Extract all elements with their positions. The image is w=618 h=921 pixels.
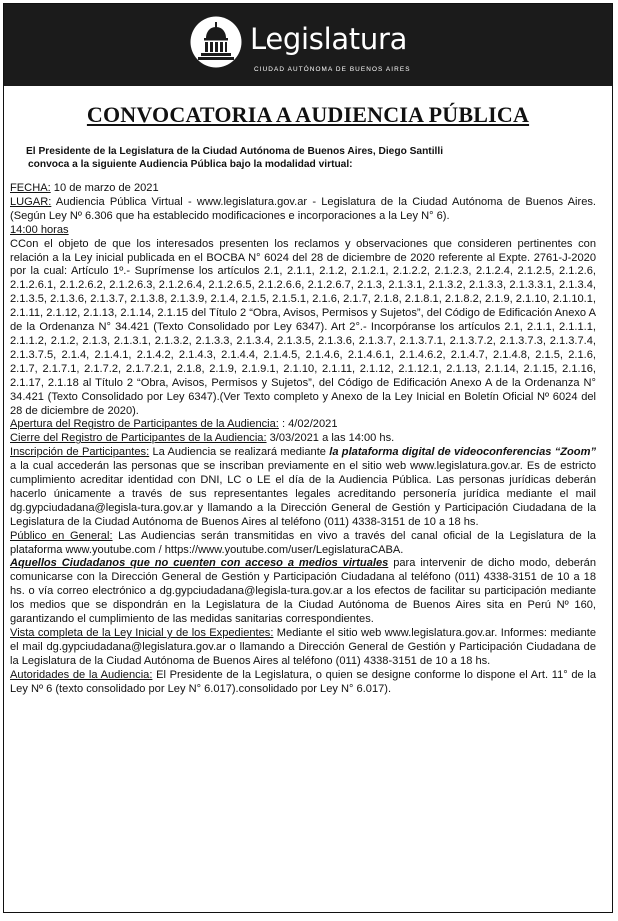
- inscripcion-text-2: a la cual accederán las personas que se inscriban previamente en el sitio web www.legislatura.gov.ar. Es de estricto cumplimiento acreditar identidad con DNI, LC o LE el día de la Audiencia Pública. Las personas jurídicas deberán hacerlo únicamente a través de sus representantes legales acreditando personería jurídica mediante el mail dg.gypciudadana@legisla-tura.gov.ar y llamando a la Dirección General de Gestión y Participación Ciudadana de la Legislatura de la Ciudad Autónoma de Buenos Aires al teléfono (011) 4338-3151 de 10 a 18 hs.: [10, 460, 596, 528]
- intro-text: [26, 145, 596, 171]
- logo-name: Legislatura: [250, 22, 408, 56]
- lugar-label: LUGAR:: [10, 195, 52, 208]
- inscripcion-label: Inscripción de Participantes:: [10, 446, 150, 459]
- apertura-value: : 4/02/2021: [278, 418, 338, 431]
- inscripcion-paragraph: [10, 446, 596, 529]
- page-title: CONVOCATORIA A AUDIENCIA PÚBLICA: [86, 102, 530, 127]
- cierre-label: Cierre del Registro de Participantes de la Audiencia:: [10, 432, 267, 445]
- objeto-paragraph: CCon el objeto de que los interesados presenten los reclamos y observaciones que consideren pertinentes con relación a la Ley inicial publicada en el BOCBA N° 6024 del 28 de diciembre de 2020 referente al Expte. 2761-J-2020 por la cual: Artículo 1º.- Suprímense los artículos 2.1, 2.1.1, 2.1.2, 2.1.2.1, 2.1.2.2, 2.1.2.3, 2.1.2.4, 2.1.2.5, 2.1.2.6, 2.1.2.6.1, 2.1.2.6.2, 2.1.2.6.3, 2.1.2.6.4, 2.1.2.6.5, 2.1.2.6.6, 2.1.2.6.7, 2.1.3, 2.1.3.1, 2.1.3.2, 2.1.3.3, 2.1.3.3.1, 2.1.3.4, 2.1.3.5, 2.1.3.6, 2.1.3.7, 2.1.3.8, 2.1.3.9, 2.1.4, 2.1.5, 2.1.5.1, 2.1.6, 2.1.7, 2.1.8, 2.1.8.1, 2.1.8.2, 2.1.9, 2.1.10, 2.1.10.1, 2.1.11, 2.1.12, 2.1.13, 2.1.14, 2.1.15 del Título 2 “Obra, Avisos, Permisos y Sujetos”, del Código de Edificación Anexo A de la Ordenanza N° 34.421 (Texto Consolidado por Ley 6347). Art 2°.- Incorpóranse los artículos 2.1, 2.1.1, 2.1.1.1, 2.1.1.2, 2.1.2, 2.1.3, 2.1.3.1, 2.1.3.2, 2.1.3.3, 2.1.3.4, 2.1.3.5, 2.1.3.6, 2.1.3.7, 2.1.3.7.1, 2.1.3.7.2, 2.1.3.7.3, 2.1.3.7.4, 2.1.3.7.5, 2.1.4, 2.1.4.1, 2.1.4.2, 2.1.4.3, 2.1.4.4, 2.1.4.5, 2.1.4.6, 2.1.4.6.1, 2.1.4.6.2, 2.1.4.7, 2.1.4.8, 2.1.5, 2.1.6, 2.1.7, 2.1.7.1, 2.1.7.2, 2.1.7.2.1, 2.1.8, 2.1.9, 2.1.9.1, 2.1.10, 2.1.11, 2.1.12, 2.1.12.1, 2.1.13, 2.1.14, 2.1.15, 2.1.16, 2.1.17, 2.1.18 al Título 2 “Obra, Avisos, Permisos y Sujetos”, del Código de Edificación Anexo A de la Ordenanza N° 34.421 (Texto Consolidado por Ley 6347).(Ver Texto completo y Anexo de la Ley Inicial en Boletín Oficial Nº 6024 del 28 de diciembre de 2020).: [10, 237, 596, 417]
- intro-line-1: El Presidente de la Legislatura de la Ciudad Autónoma de Buenos Aires, Diego Santilli: [26, 146, 444, 157]
- inscripcion-text-1: La Audiencia se realizará mediante: [149, 446, 330, 459]
- dome-icon: [190, 16, 242, 68]
- fecha-value: 10 de marzo de 2021: [50, 182, 159, 194]
- notice-body: [10, 182, 596, 697]
- apertura-paragraph: [10, 418, 596, 432]
- hora-paragraph: [10, 224, 596, 238]
- fecha-label: FECHA:: [10, 182, 51, 194]
- notice-page: [3, 3, 613, 913]
- vista-value: Mediante el sitio web www.legislatura.gov.ar. Informes: mediante el mail dg.gypciudadana@legislatura.gov.ar o llamando a Dirección General de Gestión y Participación Ciudadana de la Legislatura de la Ciudad Autónoma de Buenos Aires al teléfono (011) 4338-3151 de 10 a 18 hs.: [10, 627, 597, 667]
- hora-label: 14:00 horas: [10, 223, 69, 236]
- header-banner: [4, 4, 612, 86]
- sin-acceso-emphasis: Aquellos Ciudadanos que no cuenten con acceso a medios virtuales: [10, 557, 389, 570]
- lugar-value: Audiencia Pública Virtual - www.legislatura.gov.ar - Legislatura de la Ciudad Autónoma de Buenos Aires. (Según Ley Nº 6.306 que ha establecido modificaciones e incorporaciones a la Ley N° 6).: [10, 195, 596, 222]
- publico-paragraph: [10, 530, 596, 558]
- sin-acceso-value: para intervenir de dicho modo, deberán comunicarse con la Dirección General de Gestión y Participación Ciudadana al teléfono (011) 4338-3151 de 10 a 18 hs. o vía correo electrónico a dg.gypciudadana@legisla-tura.gov.ar a los efectos de facilitar su participación mediante los medios que se dispondrán en la Legislatura de la Ciudad Autónoma de Buenos Aires sita en Perú Nº 160, garantizando el cumplimiento de las medidas sanitarias correspondientes.: [10, 557, 596, 626]
- legislatura-logo: [190, 16, 430, 80]
- autoridades-paragraph: [10, 669, 596, 697]
- intro-line-2: convoca a la siguiente Audiencia Pública bajo la modalidad virtual:: [28, 159, 353, 170]
- publico-label: Público en General:: [10, 529, 113, 542]
- lugar-paragraph: [10, 196, 596, 224]
- cierre-paragraph: [10, 432, 596, 446]
- publico-value: Las Audiencias serán transmitidas en vivo a través del canal oficial de la Legislatura de la plataforma www.youtube.com / https://www.youtube.com/user/LegislaturaCABA.: [10, 529, 596, 556]
- sin-acceso-paragraph: [10, 557, 596, 627]
- autoridades-label: Autoridades de la Audiencia:: [10, 668, 153, 681]
- vista-label: Vista completa de la Ley Inicial y de los Expedientes:: [10, 627, 274, 639]
- vista-paragraph: [10, 627, 596, 669]
- apertura-label: Apertura del Registro de Participantes de la Audiencia:: [10, 418, 279, 431]
- logo-subtitle: CIUDAD AUTÓNOMA DE BUENOS AIRES: [254, 66, 411, 73]
- inscripcion-emphasis: la plataforma digital de videoconferencias “Zoom”: [329, 446, 596, 459]
- fecha-paragraph: [10, 182, 596, 196]
- cierre-value: 3/03/2021 a las 14:00 hs.: [266, 432, 395, 445]
- autoridades-value: El Presidente de la Legislatura, o quien se designe conforme lo dispone el Art. 11° de la Ley Nº 6 (texto consolidado por Ley N° 6.017).consolidado por Ley N° 6.017).: [10, 668, 597, 695]
